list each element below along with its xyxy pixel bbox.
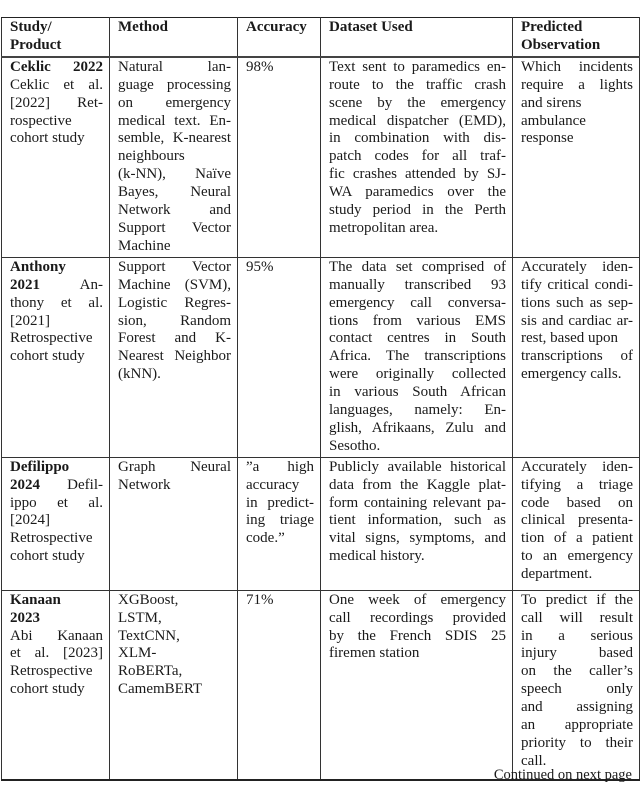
cell-text: Defil-: [40, 476, 103, 493]
cell-line: Dataset Used: [329, 19, 413, 35]
cell-text: neighbours: [118, 148, 185, 165]
cell-line: Nearest Neighbor: [118, 348, 231, 365]
cell-text: ambulance: [521, 112, 586, 129]
cell-line: cohort study: [10, 681, 85, 698]
cell-line: [118, 628, 231, 646]
cell-line: (k-NN), Naïve: [118, 166, 231, 183]
cell-line: Study/: [10, 19, 52, 35]
cell-line: scene by the emergency: [329, 94, 506, 111]
cell-line: clinical presenta-: [521, 512, 633, 529]
cell-line: route to the traffic crash: [329, 76, 506, 93]
cell-line: Predicted: [521, 19, 583, 35]
cell-line: [2022] Ret-: [10, 94, 103, 111]
cell-line: cohort study: [10, 130, 85, 147]
cell-line: form containing relevant pa-: [329, 494, 506, 511]
cell-line: by the French SDIS 25: [329, 627, 506, 644]
cell-line: The data set comprised of: [329, 258, 506, 275]
cell-line: to an emergency: [521, 548, 633, 565]
table-row: [2, 590, 640, 780]
cell-line: department.: [521, 566, 593, 583]
cell-accuracy: [238, 457, 321, 590]
cell-line: Support Vector: [118, 258, 231, 275]
cell-line: et al. [2023]: [10, 645, 103, 662]
cell-line: (kNN).: [118, 366, 161, 383]
cell-line: speech only: [521, 681, 633, 698]
header-row: [2, 18, 640, 57]
cell-line: Machine: [118, 237, 171, 254]
cell-line: thony et al.: [10, 294, 103, 311]
cell-line: on emergency: [118, 94, 231, 111]
cell-line: One week of emergency: [329, 591, 506, 608]
cell-prediction: [513, 457, 640, 590]
cell-line: tions such as sep-: [521, 294, 633, 311]
cell-line: Accurately iden-: [521, 258, 633, 275]
cell-line: medical history.: [329, 548, 425, 565]
cell-line: [118, 645, 231, 663]
study-name: Ceklic 2022: [10, 58, 103, 75]
cell-line: patch codes for all traf-: [329, 148, 506, 165]
cell-line: tient information, such as: [329, 512, 506, 529]
cell-line: glish, Afrikaans, Zulu and: [329, 419, 506, 436]
cell-dataset: [321, 257, 513, 457]
cell-line: [521, 113, 633, 131]
cell-line: Ceklic et al.: [10, 76, 103, 93]
cell-line: Product: [10, 36, 62, 53]
table-row: [2, 257, 640, 457]
cell-line: in a serious: [521, 627, 633, 644]
cell-line: [118, 610, 231, 628]
cell-method: [110, 257, 238, 457]
cell-text: rest, based upon: [521, 330, 619, 347]
cell-text: RoBERTa,: [118, 663, 183, 680]
cell-line: medical text. En-: [118, 112, 231, 129]
cell-line: [10, 592, 103, 610]
cell-line: [10, 59, 103, 77]
cell-line: code based on: [521, 494, 633, 511]
cell-line: Forest and K-: [118, 330, 231, 347]
cell-text: XGBoost,: [118, 591, 179, 608]
cell-line: and assigning: [521, 699, 633, 716]
cell-line: contact centres in South: [329, 330, 506, 347]
cell-line: [118, 148, 231, 166]
cell-line: To predict if the: [521, 591, 633, 608]
cell-prediction: [513, 57, 640, 257]
cell-line: manually transcribed 93: [329, 276, 506, 293]
cell-study: [2, 590, 110, 780]
cell-line: [2021]: [10, 312, 50, 329]
cell-line: tions from various EMS: [329, 312, 506, 329]
cell-dataset: [321, 57, 513, 257]
cell-line: Accuracy: [246, 19, 307, 35]
study-name: Kanaan: [10, 591, 61, 608]
cell-method: [110, 457, 238, 590]
cell-line: response: [521, 130, 574, 147]
cell-method: [110, 57, 238, 257]
cell-line: in various South African: [329, 384, 506, 401]
cell-method: [110, 590, 238, 780]
cell-line: Network and: [118, 202, 231, 219]
cell-line: emergency calls.: [521, 366, 622, 383]
cell-dataset: [321, 590, 513, 780]
cell-line: Logistic Regres-: [118, 294, 231, 311]
study-name: 2023: [10, 609, 40, 626]
cell-line: priority to their: [521, 735, 633, 751]
cell-line: Abi Kanaan: [10, 627, 103, 644]
cell-line: [10, 610, 103, 628]
cell-line: were originally collected: [329, 366, 506, 383]
cell-line: in combination with dis-: [329, 130, 506, 147]
cell-line: emergency call conversa-: [329, 294, 506, 311]
cell-line: vital signs, symptoms, and: [329, 530, 506, 547]
cell-line: Retrospective: [10, 330, 93, 347]
cell-line: cohort study: [10, 348, 85, 365]
study-name: Defilippo: [10, 458, 70, 475]
cell-line: Observation: [521, 36, 601, 53]
table-row: [2, 57, 640, 257]
cell-line: tify critical condi-: [521, 276, 633, 293]
cell-line: 98%: [246, 58, 274, 75]
cell-line: [2024]: [10, 512, 50, 529]
cell-line: 71%: [246, 591, 274, 608]
cell-line: tion of a patient: [521, 530, 633, 547]
cell-dataset: [321, 457, 513, 590]
continued-note: Continued on next page: [493, 767, 632, 783]
cell-line: guage processing: [118, 76, 231, 93]
cell-prediction: [513, 257, 640, 457]
cell-line: [118, 663, 231, 681]
cell-line: injury based: [521, 645, 633, 662]
comparison-table: [1, 17, 640, 781]
cell-line: [521, 330, 633, 348]
cell-accuracy: [238, 257, 321, 457]
cell-line: on the caller’s: [521, 663, 633, 680]
cell-line: Text sent to paramedics en-: [329, 58, 506, 75]
cell-line: cohort study: [10, 548, 85, 565]
cell-line: ”a high: [246, 458, 314, 475]
cell-line: call recordings provided: [329, 609, 506, 626]
cell-study: [2, 57, 110, 257]
cell-line: [118, 592, 231, 610]
cell-line: CamemBERT: [118, 681, 203, 698]
cell-line: Method: [118, 19, 168, 35]
cell-line: [521, 95, 633, 113]
cell-text: An-: [40, 276, 103, 293]
cell-line: code.”: [246, 530, 285, 547]
header-prediction: [513, 18, 640, 57]
cell-accuracy: [238, 57, 321, 257]
cell-line: fic crashes attended by SJ-: [329, 166, 506, 183]
cell-line: study period in the Perth: [329, 202, 506, 219]
table-row: [2, 457, 640, 590]
cell-study: [2, 257, 110, 457]
header-study: [2, 18, 110, 57]
cell-line: Retrospective: [10, 530, 93, 547]
cell-line: an appropriate: [521, 717, 633, 734]
cell-line: rospective: [10, 112, 72, 129]
cell-line: call will result: [521, 609, 633, 626]
header-dataset: [321, 18, 513, 57]
cell-line: semble, K-nearest: [118, 130, 231, 147]
cell-line: Publicly available historical: [329, 458, 506, 475]
cell-line: sis and cardiac ar-: [521, 312, 633, 329]
cell-line: Which incidents: [521, 58, 633, 75]
cell-study: [2, 457, 110, 590]
cell-line: data from the Kaggle plat-: [329, 476, 506, 493]
cell-line: Machine (SVM),: [118, 276, 231, 293]
cell-line: in predict-: [246, 494, 314, 511]
cell-accuracy: [238, 590, 321, 780]
cell-line: accuracy: [246, 476, 300, 493]
cell-line: require a lights: [521, 76, 633, 93]
cell-line: ippo et al.: [10, 494, 103, 511]
study-name: 2021: [10, 276, 40, 293]
cell-line: Africa. The transcriptions: [329, 348, 506, 365]
cell-line: [10, 277, 103, 295]
cell-line: Network: [118, 476, 171, 493]
cell-prediction: [513, 590, 640, 780]
cell-text: XLM-: [118, 645, 157, 662]
cell-text: TextCNN,: [118, 627, 180, 644]
cell-line: Sesotho.: [329, 437, 381, 454]
cell-line: Support Vector: [118, 219, 231, 236]
cell-line: Graph Neural: [118, 458, 231, 475]
cell-line: 95%: [246, 258, 274, 275]
header-accuracy: [238, 18, 321, 57]
cell-text: LSTM,: [118, 609, 162, 626]
cell-line: medical dispatcher (EMD),: [329, 112, 506, 129]
study-name: 2024: [10, 476, 40, 493]
cell-line: call.: [521, 752, 547, 769]
header-method: [110, 18, 238, 57]
cell-line: [10, 259, 103, 277]
cell-line: ing triage: [246, 512, 314, 529]
cell-line: Bayes, Neural: [118, 184, 231, 201]
cell-line: Retrospective: [10, 663, 93, 680]
cell-line: languages, namely: En-: [329, 402, 506, 419]
cell-line: firemen station: [329, 645, 420, 662]
cell-text: and sirens: [521, 94, 582, 111]
cell-line: [10, 459, 103, 477]
cell-line: metropolitan area.: [329, 219, 439, 236]
study-name: Anthony: [10, 258, 66, 275]
cell-line: [10, 477, 103, 495]
cell-line: transcriptions of: [521, 348, 633, 365]
cell-line: WA paramedics over the: [329, 184, 506, 201]
cell-line: sion, Random: [118, 312, 231, 329]
cell-line: Natural lan-: [118, 58, 231, 75]
cell-line: tifying a triage: [521, 476, 633, 493]
cell-line: Accurately iden-: [521, 458, 633, 475]
